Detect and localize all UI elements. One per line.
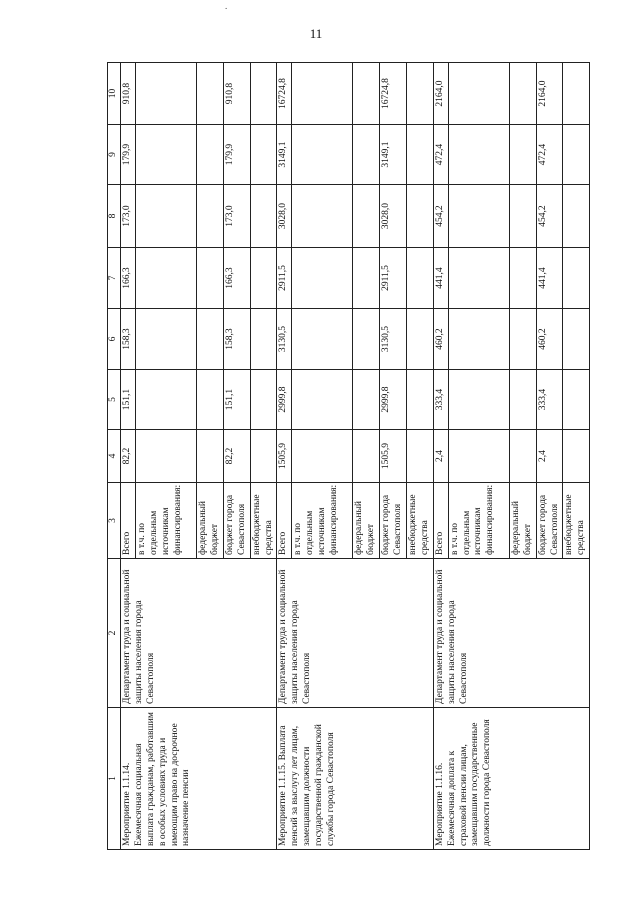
measure-name-cell: Мероприятие 1.1.16. Ежемесячная доплата к страховой пенсии лицам, замещавшим государственные должности города Севастополя — [433, 708, 589, 850]
header-cell: 9 — [108, 125, 121, 185]
value-cell — [407, 185, 434, 248]
value-cell — [407, 370, 434, 430]
value-cell — [196, 185, 223, 248]
value-cell — [509, 430, 536, 483]
value-cell — [353, 185, 380, 248]
value-cell — [196, 248, 223, 309]
value-cell — [509, 185, 536, 248]
value-cell — [563, 125, 590, 185]
value-cell — [250, 370, 277, 430]
value-cell — [353, 125, 380, 185]
value-cell: 3149,1 — [380, 125, 407, 185]
value-cell: 2911,5 — [277, 248, 292, 309]
value-cell — [353, 370, 380, 430]
funding-table — [107, 62, 590, 850]
header-row — [108, 63, 121, 850]
funding-source-cell: внебюджетные средства — [250, 483, 277, 559]
value-cell: 3028,0 — [380, 185, 407, 248]
value-cell: 333,4 — [536, 370, 563, 430]
header-cell: 3 — [108, 483, 121, 559]
value-cell — [353, 309, 380, 370]
value-cell — [292, 370, 353, 430]
rotated-table-frame — [107, 63, 587, 850]
value-cell — [292, 63, 353, 125]
value-cell: 158,3 — [121, 309, 136, 370]
value-cell: 3149,1 — [277, 125, 292, 185]
value-cell: 333,4 — [433, 370, 448, 430]
value-cell — [135, 63, 196, 125]
value-cell — [563, 248, 590, 309]
value-cell: 179,9 — [223, 125, 250, 185]
value-cell — [407, 309, 434, 370]
funding-source-cell: в т.ч. по отдельным источникам финансирования: — [448, 483, 509, 559]
measure-name-cell: Мероприятие 1.1.14. Ежемесячная социальная выплата гражданам, работавшим в особых условиях труда и имеющим право на досрочное назначение пенсии — [121, 708, 277, 850]
funding-row — [277, 63, 292, 850]
value-cell: 3130,5 — [277, 309, 292, 370]
value-cell — [353, 430, 380, 483]
value-cell — [509, 370, 536, 430]
value-cell: 16724,8 — [277, 63, 292, 125]
value-cell: 472,4 — [433, 125, 448, 185]
header-cell: 1 — [108, 708, 121, 850]
value-cell — [135, 248, 196, 309]
value-cell — [509, 125, 536, 185]
value-cell — [196, 309, 223, 370]
value-cell: 472,4 — [536, 125, 563, 185]
value-cell — [135, 309, 196, 370]
value-cell — [563, 185, 590, 248]
header-cell: 7 — [108, 248, 121, 309]
header-cell: 5 — [108, 370, 121, 430]
value-cell — [196, 125, 223, 185]
funding-source-cell: внебюджетные средства — [407, 483, 434, 559]
value-cell: 454,2 — [536, 185, 563, 248]
value-cell: 2164,0 — [433, 63, 448, 125]
funding-source-cell: внебюджетные средства — [563, 483, 590, 559]
value-cell: 151,1 — [223, 370, 250, 430]
funding-row — [433, 63, 448, 850]
value-cell — [563, 370, 590, 430]
value-cell — [135, 370, 196, 430]
value-cell: 2999,8 — [380, 370, 407, 430]
value-cell — [448, 185, 509, 248]
value-cell — [196, 370, 223, 430]
value-cell: 16724,8 — [380, 63, 407, 125]
top-mark: . — [225, 1, 228, 11]
value-cell: 910,8 — [223, 63, 250, 125]
value-cell — [509, 309, 536, 370]
value-cell: 1505,9 — [277, 430, 292, 483]
funding-source-cell: федеральный бюджет — [196, 483, 223, 559]
value-cell — [448, 125, 509, 185]
value-cell — [407, 125, 434, 185]
value-cell — [135, 185, 196, 248]
value-cell — [292, 309, 353, 370]
value-cell — [353, 63, 380, 125]
value-cell — [250, 309, 277, 370]
value-cell: 173,0 — [223, 185, 250, 248]
value-cell: 2,4 — [536, 430, 563, 483]
funding-source-cell: бюджет города Севастополя — [223, 483, 250, 559]
funding-source-cell: федеральный бюджет — [509, 483, 536, 559]
table-body — [108, 63, 590, 850]
value-cell — [448, 370, 509, 430]
value-cell: 460,2 — [433, 309, 448, 370]
value-cell — [250, 248, 277, 309]
funding-row — [121, 63, 136, 850]
value-cell: 82,2 — [223, 430, 250, 483]
table-container — [107, 63, 587, 850]
value-cell: 460,2 — [536, 309, 563, 370]
value-cell — [407, 63, 434, 125]
value-cell — [563, 63, 590, 125]
value-cell: 441,4 — [433, 248, 448, 309]
value-cell — [292, 248, 353, 309]
funding-source-cell: бюджет города Севастополя — [536, 483, 563, 559]
value-cell — [448, 63, 509, 125]
value-cell — [292, 185, 353, 248]
funding-source-cell: Всего — [121, 483, 136, 559]
value-cell: 441,4 — [536, 248, 563, 309]
funding-source-cell: бюджет города Севастополя — [380, 483, 407, 559]
value-cell — [196, 430, 223, 483]
value-cell — [135, 125, 196, 185]
value-cell: 2911,5 — [380, 248, 407, 309]
header-cell: 10 — [108, 63, 121, 125]
value-cell: 3028,0 — [277, 185, 292, 248]
value-cell: 454,2 — [433, 185, 448, 248]
value-cell: 173,0 — [121, 185, 136, 248]
value-cell — [250, 185, 277, 248]
value-cell — [250, 63, 277, 125]
value-cell — [135, 430, 196, 483]
value-cell: 2,4 — [433, 430, 448, 483]
value-cell: 910,8 — [121, 63, 136, 125]
value-cell — [563, 430, 590, 483]
value-cell: 151,1 — [121, 370, 136, 430]
value-cell — [407, 248, 434, 309]
measure-name-cell: Мероприятие 1.1.15. Выплата пенсий за выслугу лет лицам, замещавшим должности государственной гражданской службы города Севастополя — [277, 708, 433, 850]
funding-source-cell: в т.ч. по отдельным источникам финансирования: — [135, 483, 196, 559]
executor-cell: Департамент труда и социальной защиты населения города Севастополя — [121, 559, 277, 708]
value-cell: 166,3 — [223, 248, 250, 309]
value-cell: 82,2 — [121, 430, 136, 483]
header-cell: 8 — [108, 185, 121, 248]
value-cell — [196, 63, 223, 125]
value-cell: 179,9 — [121, 125, 136, 185]
value-cell — [292, 430, 353, 483]
funding-source-cell: Всего — [433, 483, 448, 559]
header-cell: 6 — [108, 309, 121, 370]
page-number: 11 — [309, 26, 323, 41]
value-cell: 3130,5 — [380, 309, 407, 370]
value-cell — [250, 430, 277, 483]
header-cell: 2 — [108, 559, 121, 708]
executor-cell: Департамент труда и социальной защиты населения города Севастополя — [433, 559, 589, 708]
value-cell — [292, 125, 353, 185]
value-cell — [250, 125, 277, 185]
value-cell — [448, 309, 509, 370]
value-cell — [448, 430, 509, 483]
funding-source-cell: федеральный бюджет — [353, 483, 380, 559]
value-cell — [563, 309, 590, 370]
value-cell — [407, 430, 434, 483]
executor-cell: Департамент труда и социальной защиты населения города Севастополя — [277, 559, 433, 708]
value-cell — [509, 63, 536, 125]
value-cell: 2164,0 — [536, 63, 563, 125]
funding-source-cell: Всего — [277, 483, 292, 559]
value-cell: 1505,9 — [380, 430, 407, 483]
value-cell: 2999,8 — [277, 370, 292, 430]
header-cell: 4 — [108, 430, 121, 483]
value-cell — [448, 248, 509, 309]
funding-source-cell: в т.ч. по отдельным источникам финансирования: — [292, 483, 353, 559]
value-cell — [509, 248, 536, 309]
value-cell: 166,3 — [121, 248, 136, 309]
value-cell — [353, 248, 380, 309]
value-cell: 158,3 — [223, 309, 250, 370]
